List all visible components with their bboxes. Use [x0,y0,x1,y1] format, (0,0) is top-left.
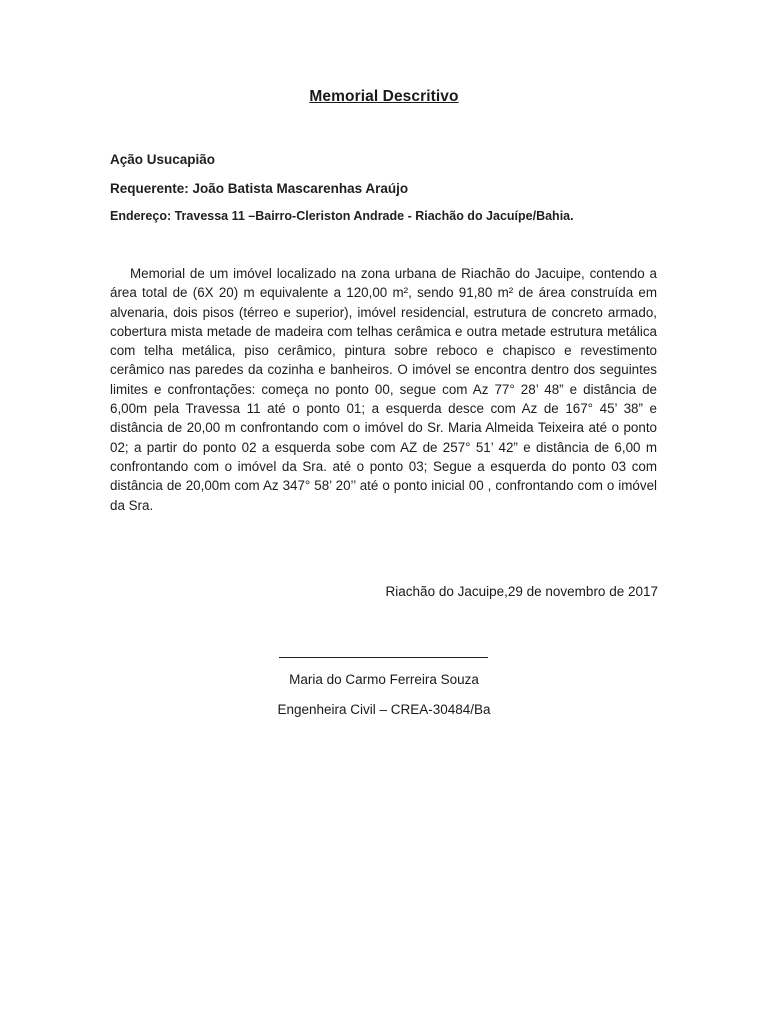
requester-line: Requerente: João Batista Mascarenhas Araújo [110,181,409,196]
signatory-role: Engenheira Civil – CREA-30484/Ba [277,702,491,717]
signatory-name: Maria do Carmo Ferreira Souza [289,672,479,687]
address-line: Endereço: Travessa 11 –Bairro-Cleriston Andrade - Riachão do Jacuípe/Bahia. [110,209,574,223]
place-date-line: Riachão do Jacuipe,29 de novembro de 2017 [385,584,658,599]
action-type: Ação Usucapião [110,152,216,167]
document-title: Memorial Descritivo [309,88,459,105]
description-paragraph: Memorial de um imóvel localizado na zona urbana de Riachão do Jacuipe, contendo a área total de (6X 20) m equivalente a 120,00 m², sendo 91,80 m² de área construída em alvenaria, dois pisos (térreo e superior), imóvel residencial, estrutura de concreto armado, cobertura mista metade de madeira com telhas cerâmica e outra metade estrutura metálica com telha metálica, piso cerâmico, pintura sobre reboco e chapisco e revestimento cerâmico nas paredes da cozinha e banheiros. O imóvel se encontra dentro dos seguintes limites e confrontações: começa no ponto 00, segue com Az 77° 28’ 48” e distância de 6,00m pela Travessa 11 até o ponto 01; a esquerda desce com Az de 167° 45’ 38” e distância de 20,00 m confrontando com o imóvel do Sr. Maria Almeida Teixeira até o ponto 02; a partir do ponto 02 a esquerda sobe com AZ de 257° 51’ 42” e distância de 6,00 m confrontando com o imóvel da Sra. até o ponto 03; Segue a esquerda do ponto 03 com distância de 20,00m com Az 347° 58’ 20’’ até o ponto inicial 00 , confrontando com o imóvel da Sra. [110,266,657,513]
signature-line [279,657,488,658]
